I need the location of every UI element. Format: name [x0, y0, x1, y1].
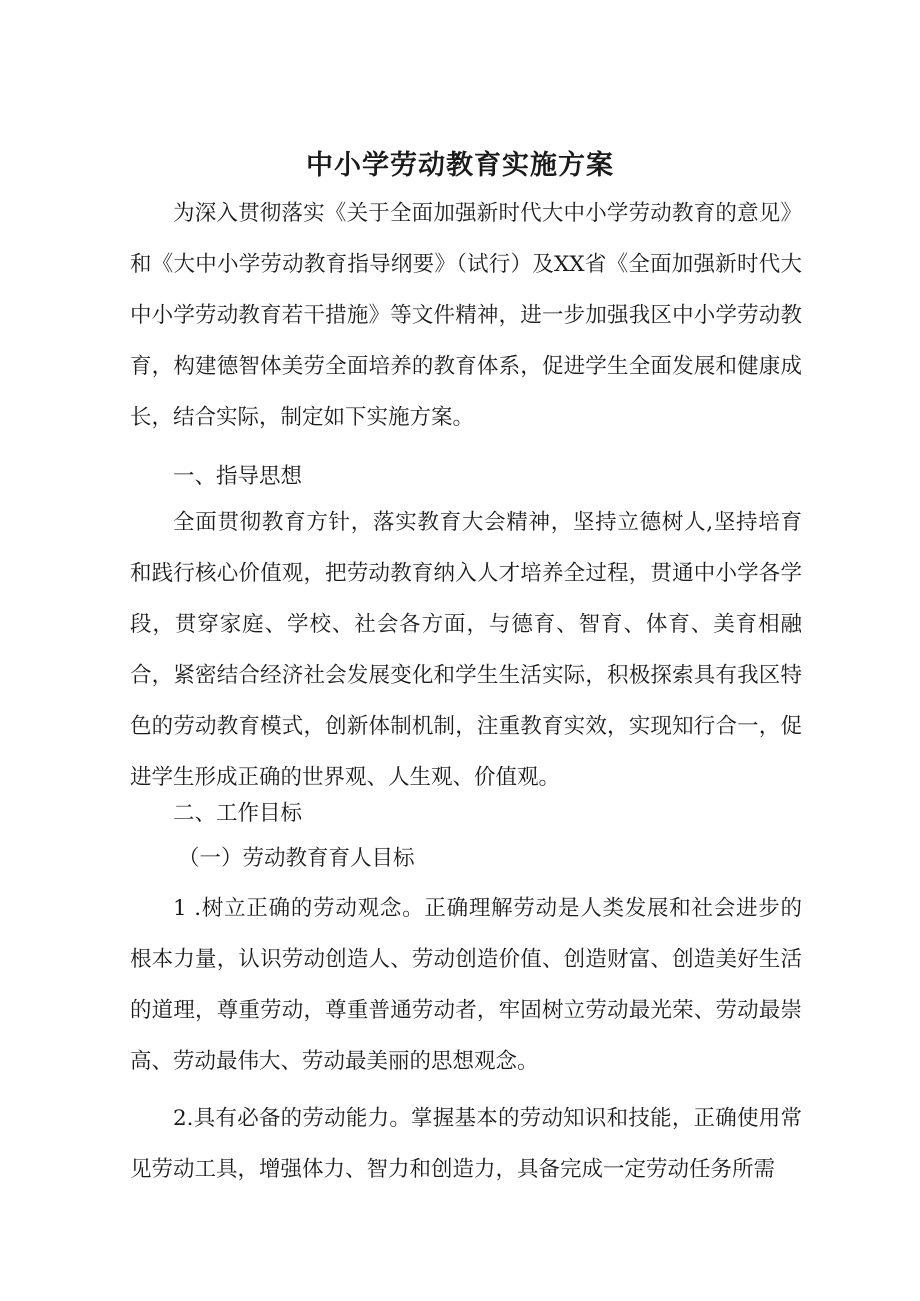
goal-item-2: 2.具有必备的劳动能力。掌握基本的劳动知识和技能，正确使用常见劳动工具，增强体力、智力和创造力，具备完成一定劳动任务所需	[130, 1106, 802, 1182]
goal-item-1: 1 .树立正确的劳动观念。正确理解劳动是人类发展和社会进步的根本力量，认识劳动创造人、劳动创造价值、创造财富、创造美好生活的道理，尊重劳动，尊重普通劳动者，牢固树立劳动最光荣、劳动最崇高、劳动最伟大、劳动最美丽的思想观念。	[130, 896, 802, 1074]
guiding-ideology-paragraph: 全面贯彻教育方针，落实教育大会精神，坚持立德树人,坚持培育和践行核心价值观，把劳动教育纳入人才培养全过程，贯通中小学各学段，贯穿家庭、学校、社会各方面，与德育、智育、体育、美育相融合，紧密结合经济社会发展变化和学生生活实际，积极探索具有我区特色的劳动教育模式，创新体制机制，注重教育实效，实现知行合一，促进学生形成正确的世界观、人生观、价值观。	[130, 510, 802, 790]
section-heading-work-goals: 二、工作目标	[173, 801, 303, 826]
document-title: 中小学劳动教育实施方案	[306, 150, 614, 182]
section-heading-guiding-ideology: 一、指导思想	[173, 464, 303, 489]
subheading-education-goals: （一）劳动教育育人目标	[178, 846, 415, 871]
intro-paragraph: 为深入贯彻落实《关于全面加强新时代大中小学劳动教育的意见》和《大中小学劳动教育指导纲要》（试行）及XX省《全面加强新时代大中小学劳动教育若干措施》等文件精神，进一步加强我区中小学劳动教育，构建德智体美劳全面培养的教育体系，促进学生全面发展和健康成长，结合实际，制定如下实施方案。	[130, 201, 802, 430]
